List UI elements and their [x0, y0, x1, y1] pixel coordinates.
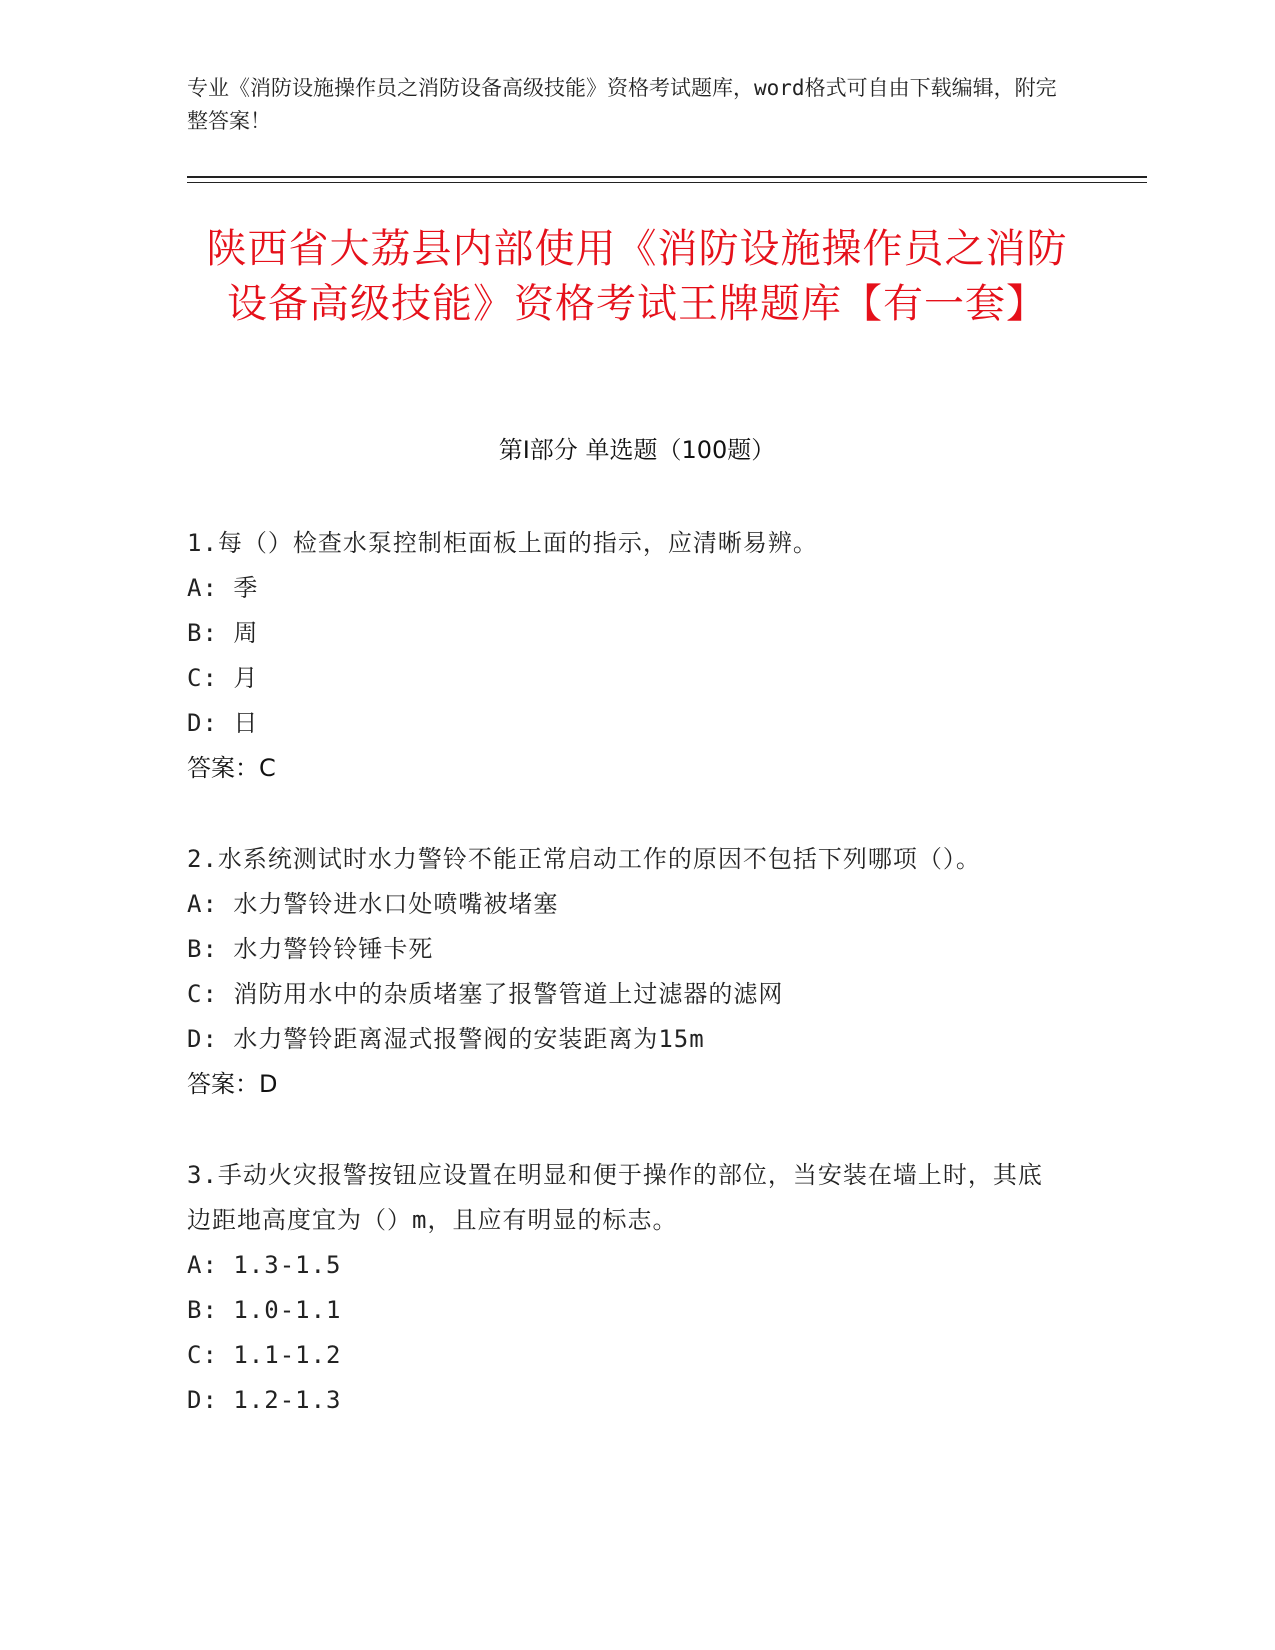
option-c: C: 月 [187, 664, 259, 692]
option-b: B: 1.0-1.1 [187, 1296, 342, 1324]
question-2 [187, 837, 1067, 1107]
question-list [187, 521, 1067, 1469]
section-heading: 第I部分 单选题（100题） [498, 436, 776, 464]
option-c: C: 消防用水中的杂质堵塞了报警管道上过滤器的滤网 [187, 980, 784, 1008]
option-b: B: 周 [187, 619, 259, 647]
header-divider-thick [187, 176, 1147, 178]
question-1 [187, 521, 1067, 791]
option-b: B: 水力警铃铃锤卡死 [187, 935, 434, 963]
question-stem: 2.水系统测试时水力警铃不能正常启动工作的原因不包括下列哪项（）。 [187, 845, 981, 873]
question-3 [187, 1153, 1067, 1423]
option-d: D: 1.2-1.3 [187, 1386, 342, 1414]
option-a: A: 1.3-1.5 [187, 1251, 342, 1279]
answer: 答案：D [187, 1070, 278, 1098]
document-title: 陕西省大荔县内部使用《消防设施操作员之消防设备高级技能》资格考试王牌题库【有一套】 [206, 226, 1068, 327]
option-d: D: 日 [187, 709, 259, 737]
question-stem: 3.手动火灾报警按钮应设置在明显和便于操作的部位，当安装在墙上时，其底边距地高度宜为（）m，且应有明显的标志。 [187, 1161, 1043, 1234]
option-c: C: 1.1-1.2 [187, 1341, 342, 1369]
header-note: 专业《消防设施操作员之消防设备高级技能》资格考试题库，word格式可自由下载编辑，附完整答案！ [187, 76, 1057, 133]
header-divider-thin [187, 182, 1147, 183]
question-stem: 1.每（）检查水泵控制柜面板上面的指示，应清晰易辨。 [187, 529, 818, 557]
option-a: A: 季 [187, 574, 259, 602]
option-a: A: 水力警铃进水口处喷嘴被堵塞 [187, 890, 559, 918]
answer: 答案：C [187, 754, 276, 782]
option-d: D: 水力警铃距离湿式报警阀的安装距离为15m [187, 1025, 705, 1053]
